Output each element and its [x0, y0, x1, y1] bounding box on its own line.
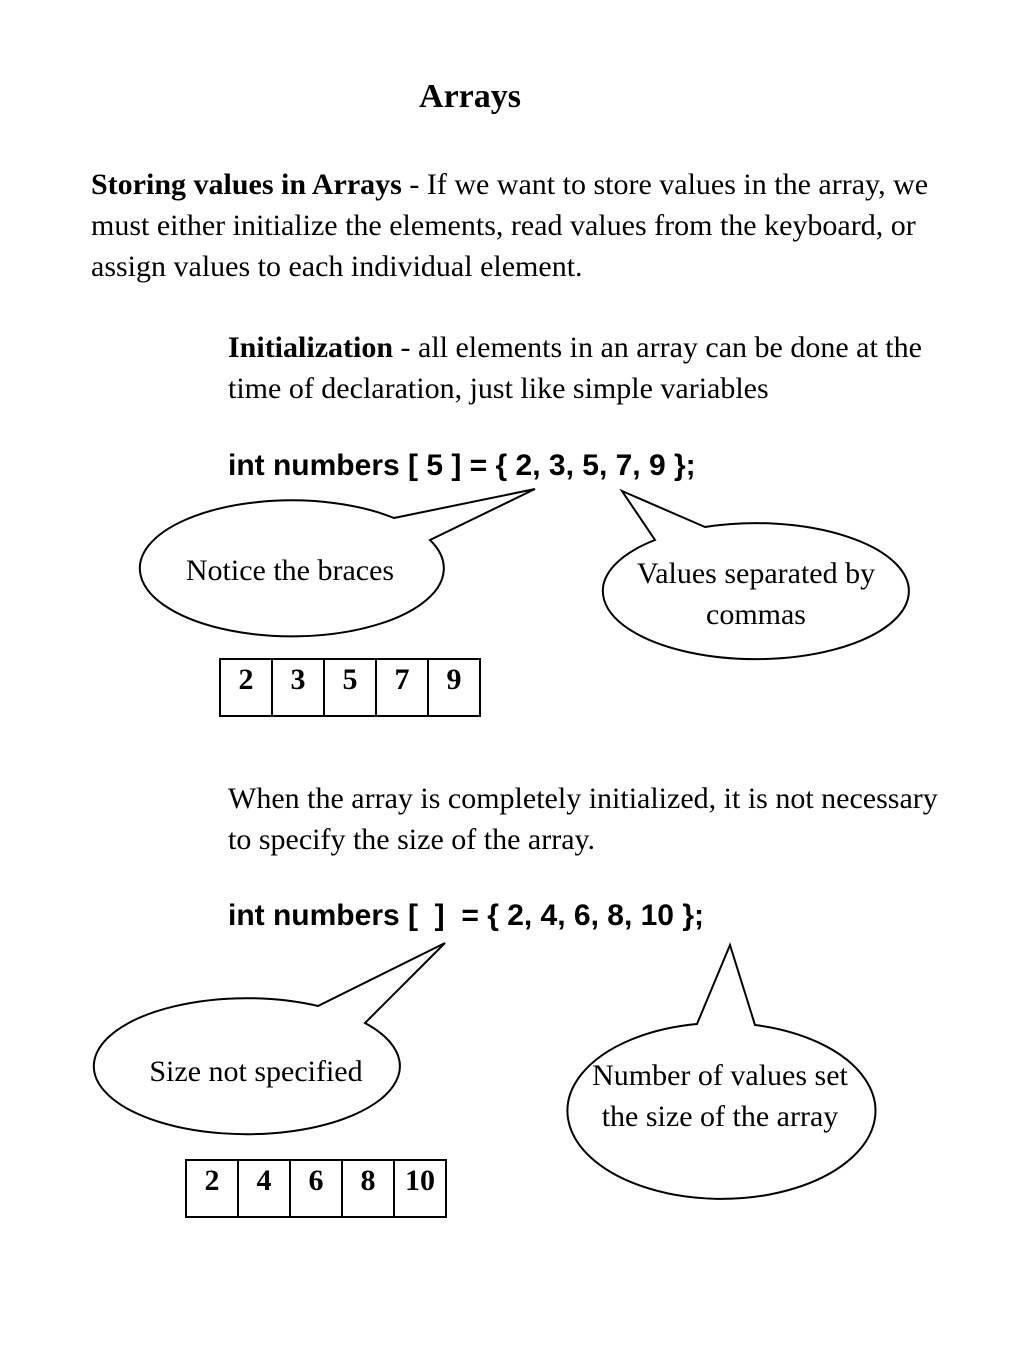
callout-notice-braces: Notice the braces: [185, 554, 395, 587]
array-cell: 2: [220, 659, 272, 716]
initialization-text: - all elements in an array can be done at the time of declaration, just like simple variables: [228, 331, 922, 405]
callout-values-separated: Values separated by commas: [636, 557, 876, 631]
code-example-unsized: int numbers [ ] = { 2, 4, 6, 8, 10 };: [228, 899, 704, 932]
array-cell: 4: [238, 1160, 290, 1217]
array-diagram-1: [219, 658, 481, 717]
array-cell: 6: [290, 1160, 342, 1217]
array-cell: 3: [272, 659, 324, 716]
note-paragraph: When the array is completely initialized, it is not necessary to specify the size of the array.: [228, 782, 938, 856]
code-example-sized: int numbers [ 5 ] = { 2, 3, 5, 7, 9 };: [228, 449, 696, 482]
callout-size-not-specified-bubble: [94, 943, 445, 1134]
page-title: Arrays: [419, 78, 521, 115]
array-cell: 7: [376, 659, 428, 716]
array-cell: 10: [394, 1160, 446, 1217]
intro-text: - If we want to store values in the array, we must either initialize the elements, read values from the keyboard, or assign values to each individual element.: [91, 168, 929, 283]
callout-number-of-values: Number of values set the size of the array: [592, 1059, 848, 1133]
array-cell: 9: [428, 659, 480, 716]
callout-size-not-specified: Size not specified: [149, 1055, 363, 1088]
initialization-heading: Initialization: [228, 331, 394, 364]
array-diagram-2: [185, 1159, 447, 1218]
array-cell: 5: [324, 659, 376, 716]
array-cell: 2: [186, 1160, 238, 1217]
intro-heading: Storing values in Arrays: [91, 168, 402, 201]
array-cell: 8: [342, 1160, 394, 1217]
